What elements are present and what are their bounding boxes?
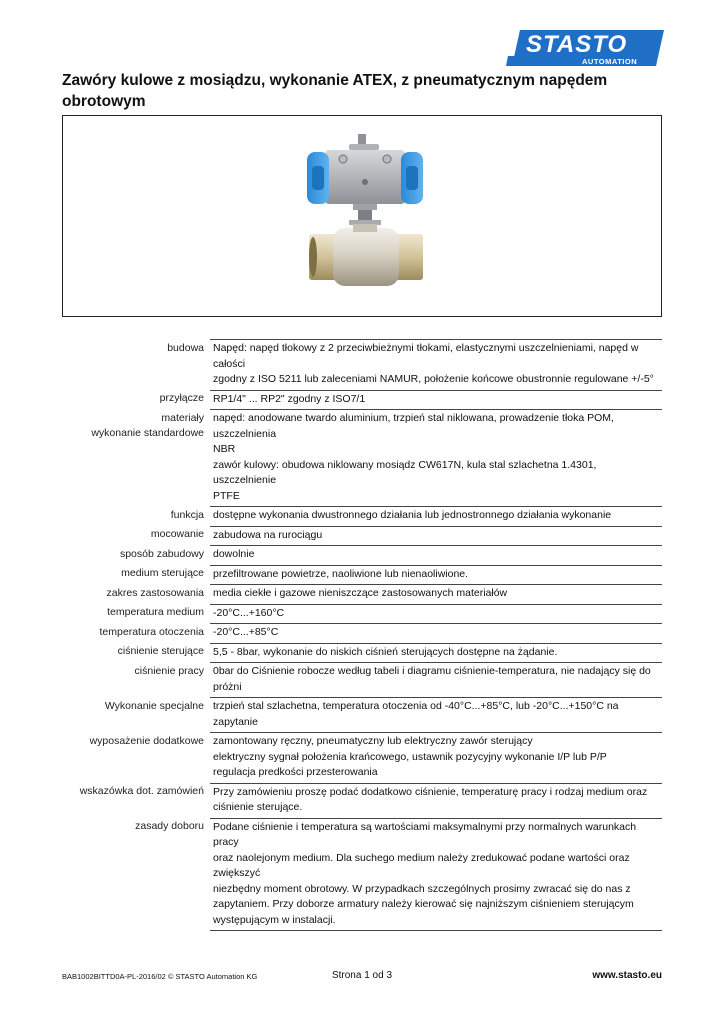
- spec-label: [62, 733, 210, 784]
- spec-value: [210, 643, 662, 663]
- spec-value-line: NBR: [213, 443, 236, 455]
- spec-value: [210, 565, 662, 585]
- spec-value-line: zapytaniem. Przy doborze armatury należy kierować się najniższym ciśnieniem sterującym: [213, 898, 634, 910]
- spec-label: [62, 340, 210, 391]
- spec-value-line: zawór kulowy: obudowa niklowany mosiądz CW617N, kula stal szlachetna 1.4301, uszczelnienie: [213, 458, 597, 486]
- footer-website-link[interactable]: www.stasto.eu: [592, 970, 662, 981]
- spec-row: [62, 565, 662, 585]
- spec-label-line: funkcja: [170, 508, 204, 521]
- spec-value: [210, 624, 662, 644]
- product-image-frame: [62, 115, 662, 317]
- spec-row: [62, 604, 662, 624]
- spec-row: [62, 546, 662, 566]
- spec-row: [62, 818, 662, 931]
- spec-label-line: wyposażenie dodatkowe: [89, 734, 204, 747]
- spec-label-line: przyłącze: [159, 392, 204, 404]
- spec-value: [210, 507, 662, 527]
- spec-value-line: Przy zamówieniu proszę podać dodatkowo ciśnienie, temperaturę pracy i rodzaj medium oraz: [213, 785, 648, 798]
- spec-row: [62, 733, 662, 784]
- spec-value-line: trzpień stal szlachetna, temperatura otoczenia od -40°C...+85°C, lub -20°C...+150°C na zapytanie: [213, 700, 619, 728]
- spec-value-line: dostępne wykonania dwustronnego działania lub jednostronnego działania wykonanie: [213, 509, 612, 521]
- spec-label: [62, 604, 210, 624]
- spec-label-line: budowa: [167, 341, 204, 354]
- spec-row: [62, 698, 662, 733]
- spec-label: [62, 410, 210, 507]
- spec-value-line: zabudowa na rurociągu: [213, 528, 323, 541]
- footer-document-id: BAB1002BITTD0A-PL-2016/02 © STASTO Automation KG: [62, 972, 258, 981]
- spec-value-line: 0bar do Ciśnienie robocze według tabeli i diagramu ciśnienie-temperatura, nie nadający się do próżni: [213, 665, 651, 693]
- spec-label-line: mocowanie: [150, 528, 204, 540]
- spec-value-line: przefiltrowane powietrze, naoliwione lub nienaoliwione.: [213, 567, 469, 580]
- spec-label: [62, 565, 210, 585]
- spec-value: [210, 526, 662, 546]
- spec-label: [62, 507, 210, 527]
- spec-value-line: zamontowany ręczny, pneumatyczny lub elektryczny zawór sterujący: [213, 735, 533, 747]
- spec-value: [210, 783, 662, 818]
- spec-label: [62, 526, 210, 546]
- spec-label: [62, 663, 210, 698]
- spec-row: [62, 410, 662, 507]
- product-illustration: [303, 132, 428, 304]
- spec-label: [62, 390, 210, 410]
- brand-name: STASTO: [526, 31, 628, 58]
- spec-label: [62, 643, 210, 663]
- spec-value-line: Napęd: napęd tłokowy z 2 przeciwbieżnymi tłokami, elastycznymi uszczelnieniami, napęd w całości: [213, 342, 639, 370]
- spec-value-line: oraz naolejonym medium. Dla suchego medium należy zredukować podane wartości oraz zwiększyć: [213, 851, 630, 879]
- brand-tagline: AUTOMATION: [582, 57, 638, 66]
- spec-value-line: elektryczny sygnał położenia krańcowego, ustawnik pozycyjny wykonanie I/P lub P/P: [213, 750, 607, 763]
- stasto-logo-graphic: [506, 26, 664, 68]
- spec-value-line: zgodny z ISO 5211 lub zaleceniami NAMUR, położenie końcowe obustronnie regulowane +/-5°: [213, 373, 654, 385]
- spec-value: [210, 698, 662, 733]
- spec-label-line: medium sterujące: [121, 567, 204, 579]
- spec-value-line: ciśnienie sterujące.: [213, 801, 303, 813]
- spec-label-line: zakres zastosowania: [106, 586, 204, 599]
- spec-label: [62, 624, 210, 644]
- spec-value: [210, 818, 662, 931]
- title-line: Zawóry kulowe z mosiądzu, wykonanie ATEX, z pneumatycznym napędem obrotowym: [62, 72, 608, 110]
- spec-value-line: występującym w instalacji.: [213, 913, 336, 926]
- spec-row: [62, 783, 662, 818]
- spec-value: [210, 663, 662, 698]
- specifications-body: [62, 340, 662, 931]
- spec-value: [210, 340, 662, 391]
- spec-label: [62, 783, 210, 818]
- spec-label-line: temperatura medium: [107, 606, 204, 618]
- spec-value-line: PTFE: [213, 489, 240, 502]
- spec-label-line: wykonanie standardowe: [91, 427, 204, 439]
- spec-label-line: ciśnienie pracy: [134, 664, 204, 677]
- spec-row: [62, 663, 662, 698]
- spec-value: [210, 390, 662, 410]
- spec-label-line: sposób zabudowy: [119, 547, 204, 560]
- spec-value: [210, 733, 662, 784]
- spec-value-line: regulacja predkości przesterowania: [213, 766, 378, 778]
- spec-value-line: 5,5 - 8bar, wykonanie do niskich ciśnień sterujących dostępne na żądanie.: [213, 645, 558, 658]
- spec-row: [62, 585, 662, 605]
- spec-value-line: napęd: anodowane twardo aluminium, trzpień stal niklowana, prowadzenie tłoka POM, uszczelnienia: [213, 412, 614, 440]
- specifications-table: [62, 339, 662, 931]
- spec-value-line: RP1/4" ... RP2" zgodny z ISO7/1: [213, 392, 366, 405]
- spec-row: [62, 340, 662, 391]
- spec-label-line: temperatura otoczenia: [99, 625, 204, 638]
- footer-page-number: Strona 1 od 3: [331, 970, 393, 981]
- spec-value-line: niezbędny moment obrotowy. W przypadkach szczególnych prosimy zwracać się do nas z: [213, 882, 631, 895]
- spec-value-line: dowolnie: [213, 548, 255, 560]
- spec-row: [62, 390, 662, 410]
- spec-value-line: Podane ciśnienie i temperatura są wartościami maksymalnymi przy normalnych warunkach pracy: [213, 820, 637, 848]
- spec-value-line: -20°C...+85°C: [213, 626, 279, 638]
- spec-label: [62, 585, 210, 605]
- spec-label-line: materiały: [161, 411, 204, 424]
- spec-value: [210, 604, 662, 624]
- spec-row: [62, 624, 662, 644]
- stasto-logo: [506, 26, 664, 68]
- spec-value: [210, 585, 662, 605]
- spec-row: [62, 526, 662, 546]
- spec-label: [62, 546, 210, 566]
- spec-label: [62, 698, 210, 733]
- spec-value-line: media ciekłe i gazowe nieniszczące zastosowanych materiałów: [213, 587, 508, 599]
- spec-value-line: -20°C...+160°C: [213, 606, 285, 619]
- spec-label: [62, 818, 210, 931]
- spec-label-line: wskazówka dot. zamówień: [79, 785, 204, 797]
- spec-label-line: Wykonanie specjalne: [104, 699, 204, 712]
- spec-label-line: ciśnienie sterujące: [117, 645, 204, 657]
- spec-row: [62, 507, 662, 527]
- spec-value: [210, 410, 662, 507]
- spec-label-line: zasady doboru: [135, 820, 204, 832]
- spec-row: [62, 643, 662, 663]
- spec-value: [210, 546, 662, 566]
